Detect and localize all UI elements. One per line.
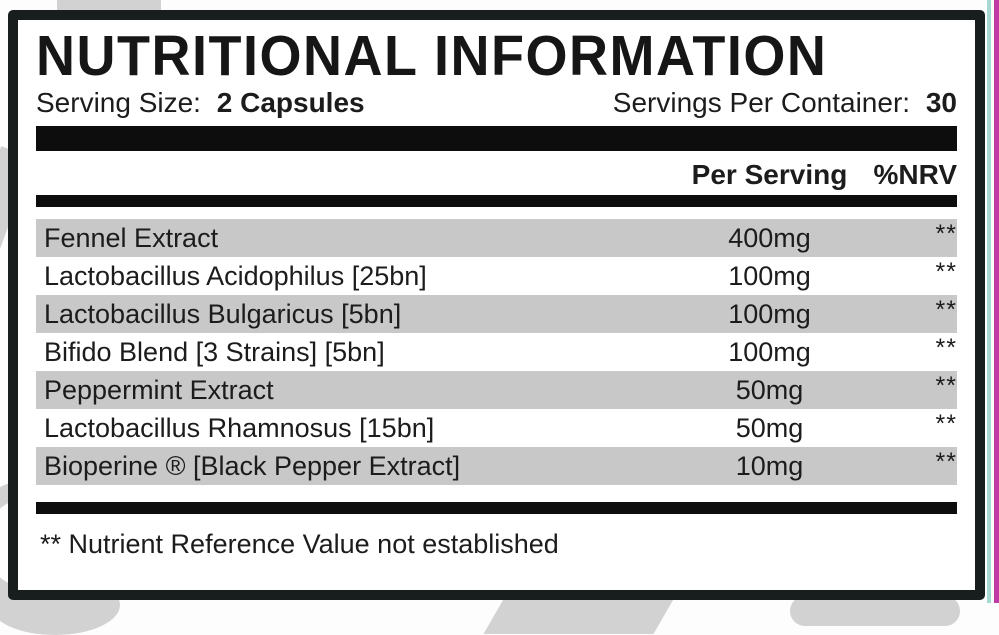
servings-per-container xyxy=(613,87,957,118)
table-row xyxy=(36,333,957,371)
ingredient-amount: 10mg xyxy=(735,451,804,482)
servings-per-container-label: Servings Per Container: xyxy=(612,87,911,119)
table-header-nrv: %NRV xyxy=(873,159,957,191)
ingredient-amount: 400mg xyxy=(728,223,811,254)
ingredient-nrv: ** xyxy=(935,296,957,325)
ingredient-name: Lactobacillus Bulgaricus [5bn] xyxy=(44,299,402,330)
divider-bar-thick xyxy=(36,126,957,151)
footnote: ** Nutrient Reference Value not established xyxy=(40,529,559,560)
ingredient-name: Bioperine ® [Black Pepper Extract] xyxy=(44,451,461,482)
ingredient-name: Fennel Extract xyxy=(44,223,219,254)
ingredient-nrv: ** xyxy=(935,410,957,439)
serving-size xyxy=(36,87,365,118)
ingredient-name: Lactobacillus Acidophilus [25bn] xyxy=(44,261,427,292)
nutrition-panel xyxy=(8,10,985,600)
table-row xyxy=(36,295,957,333)
table-header-row xyxy=(36,157,957,193)
ingredient-amount: 50mg xyxy=(735,375,804,406)
ingredient-nrv: ** xyxy=(935,448,957,477)
serving-line xyxy=(36,87,957,118)
table-row xyxy=(36,371,957,409)
ingredient-nrv: ** xyxy=(935,220,957,249)
serving-size-value: 2 Capsules xyxy=(216,87,365,119)
ingredient-nrv: ** xyxy=(935,372,957,401)
ingredient-amount: 100mg xyxy=(728,337,811,368)
table-row xyxy=(36,409,957,447)
ingredient-nrv: ** xyxy=(935,258,957,287)
ingredient-amount: 50mg xyxy=(735,413,804,444)
divider-bar-thin xyxy=(36,195,957,207)
ingredient-nrv: ** xyxy=(935,334,957,363)
serving-size-label: Serving Size: xyxy=(36,87,201,119)
print-edge-cyan-strip xyxy=(987,0,991,603)
ingredient-amount: 100mg xyxy=(728,299,811,330)
ingredient-name: Peppermint Extract xyxy=(44,375,274,406)
background-shape xyxy=(483,594,676,634)
ingredient-name: Lactobacillus Rhamnosus [15bn] xyxy=(44,413,435,444)
table-row xyxy=(36,447,957,485)
panel-title: NUTRITIONAL INFORMATION xyxy=(36,24,828,88)
table-row xyxy=(36,257,957,295)
ingredient-amount: 100mg xyxy=(728,261,811,292)
table-row xyxy=(36,219,957,257)
ingredient-name: Bifido Blend [3 Strains] [5bn] xyxy=(44,337,385,368)
divider-bar-footer xyxy=(36,502,957,514)
table-header-per-serving: Per Serving xyxy=(691,159,848,191)
background-shape xyxy=(790,596,960,626)
ingredient-table xyxy=(36,219,957,485)
servings-per-container-value: 30 xyxy=(925,87,957,119)
print-edge-magenta-strip xyxy=(994,0,999,603)
